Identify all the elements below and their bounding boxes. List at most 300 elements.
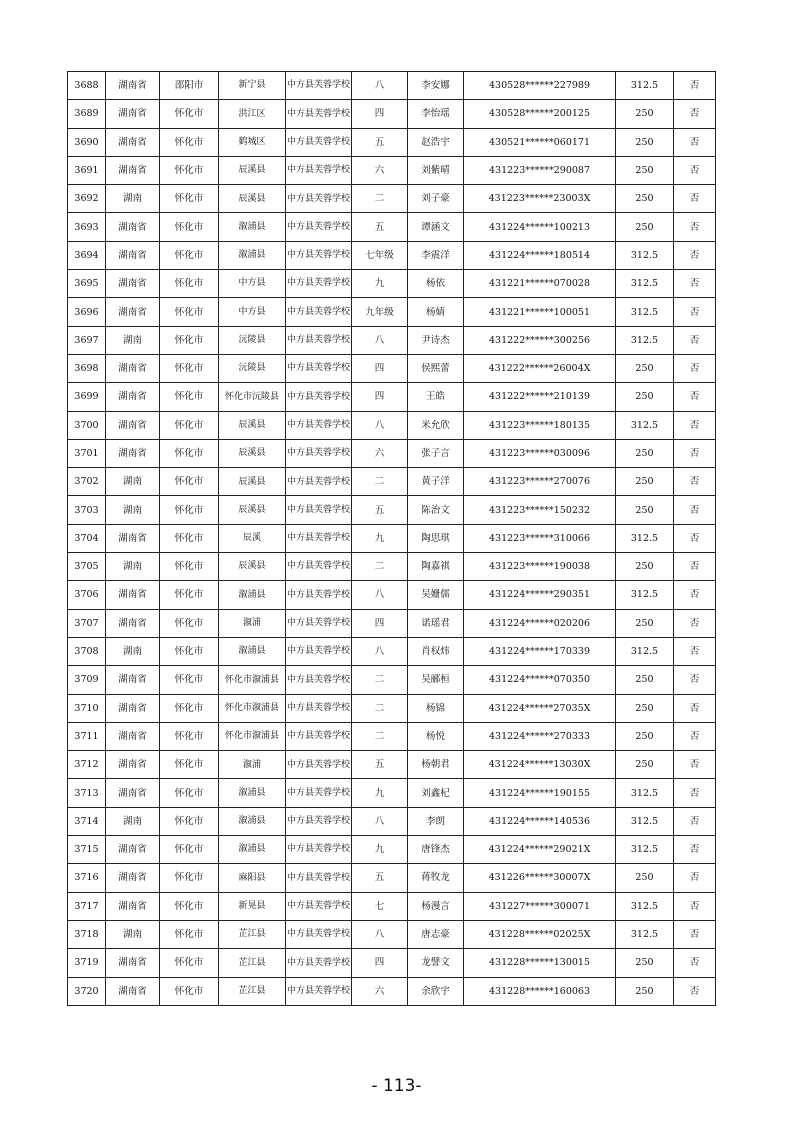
school-cell: 中方县芙蓉学校 (286, 751, 352, 779)
province-cell: 湖南省 (106, 666, 160, 694)
row-index-cell: 3695 (68, 270, 106, 298)
id-number-cell: 431228******160063 (464, 977, 616, 1005)
school-cell: 中方县芙蓉学校 (286, 836, 352, 864)
amount-cell: 312.5 (616, 836, 674, 864)
row-index-cell: 3693 (68, 213, 106, 241)
flag-cell: 否 (674, 383, 716, 411)
province-cell: 湖南省 (106, 383, 160, 411)
amount-cell: 312.5 (616, 326, 674, 354)
grade-cell: 四 (352, 354, 408, 382)
county-cell: 辰溪县 (219, 156, 286, 184)
province-cell: 湖南省 (106, 156, 160, 184)
id-number-cell: 431224******140536 (464, 807, 616, 835)
city-cell: 怀化市 (160, 156, 219, 184)
province-cell: 湖南省 (106, 354, 160, 382)
province-cell: 湖南省 (106, 298, 160, 326)
id-number-cell: 431223******150232 (464, 496, 616, 524)
amount-cell: 250 (616, 864, 674, 892)
city-cell: 怀化市 (160, 864, 219, 892)
city-cell: 怀化市 (160, 298, 219, 326)
student-name-cell: 米允欣 (408, 411, 464, 439)
school-cell: 中方县芙蓉学校 (286, 270, 352, 298)
province-cell: 湖南省 (106, 836, 160, 864)
amount-cell: 250 (616, 100, 674, 128)
id-number-cell: 431222******210139 (464, 383, 616, 411)
grade-cell: 九年级 (352, 298, 408, 326)
id-number-cell: 431228******130015 (464, 949, 616, 977)
student-name-cell: 杨婧 (408, 298, 464, 326)
row-index-cell: 3715 (68, 836, 106, 864)
grade-cell: 八 (352, 581, 408, 609)
amount-cell: 250 (616, 666, 674, 694)
county-cell: 麻阳县 (219, 864, 286, 892)
county-cell: 怀化市沅陵县 (219, 383, 286, 411)
city-cell: 怀化市 (160, 524, 219, 552)
row-index-cell: 3697 (68, 326, 106, 354)
school-cell: 中方县芙蓉学校 (286, 977, 352, 1005)
grade-cell: 九 (352, 836, 408, 864)
province-cell: 湖南省 (106, 72, 160, 100)
row-index-cell: 3704 (68, 524, 106, 552)
row-index-cell: 3700 (68, 411, 106, 439)
student-name-cell: 陈治文 (408, 496, 464, 524)
school-cell: 中方县芙蓉学校 (286, 100, 352, 128)
table-row (68, 836, 716, 864)
province-cell: 湖南省 (106, 949, 160, 977)
flag-cell: 否 (674, 270, 716, 298)
flag-cell: 否 (674, 298, 716, 326)
table-row (68, 722, 716, 750)
province-cell: 湖南 (106, 637, 160, 665)
amount-cell: 312.5 (616, 524, 674, 552)
flag-cell: 否 (674, 326, 716, 354)
row-index-cell: 3706 (68, 581, 106, 609)
county-cell: 辰溪县 (219, 468, 286, 496)
id-number-cell: 430528******200125 (464, 100, 616, 128)
table-row (68, 185, 716, 213)
city-cell: 怀化市 (160, 128, 219, 156)
table-row (68, 920, 716, 948)
county-cell: 沅陵县 (219, 354, 286, 382)
student-name-cell: 李震洋 (408, 241, 464, 269)
city-cell: 怀化市 (160, 751, 219, 779)
province-cell: 湖南省 (106, 751, 160, 779)
student-name-cell: 杨依 (408, 270, 464, 298)
province-cell: 湖南省 (106, 581, 160, 609)
student-name-cell: 唐锋杰 (408, 836, 464, 864)
grade-cell: 九 (352, 524, 408, 552)
row-index-cell: 3689 (68, 100, 106, 128)
row-index-cell: 3690 (68, 128, 106, 156)
city-cell: 怀化市 (160, 411, 219, 439)
row-index-cell: 3705 (68, 553, 106, 581)
amount-cell: 250 (616, 496, 674, 524)
grade-cell: 二 (352, 722, 408, 750)
province-cell: 湖南省 (106, 609, 160, 637)
id-number-cell: 431224******29021X (464, 836, 616, 864)
amount-cell: 250 (616, 185, 674, 213)
province-cell: 湖南省 (106, 892, 160, 920)
school-cell: 中方县芙蓉学校 (286, 213, 352, 241)
amount-cell: 250 (616, 213, 674, 241)
grade-cell: 五 (352, 864, 408, 892)
province-cell: 湖南 (106, 468, 160, 496)
id-number-cell: 431224******13030X (464, 751, 616, 779)
school-cell: 中方县芙蓉学校 (286, 609, 352, 637)
school-cell: 中方县芙蓉学校 (286, 864, 352, 892)
id-number-cell: 431227******300071 (464, 892, 616, 920)
county-cell: 怀化市溆浦县 (219, 722, 286, 750)
grade-cell: 二 (352, 694, 408, 722)
province-cell: 湖南省 (106, 722, 160, 750)
grade-cell: 五 (352, 128, 408, 156)
id-number-cell: 431221******070028 (464, 270, 616, 298)
county-cell: 新晃县 (219, 892, 286, 920)
grade-cell: 七年级 (352, 241, 408, 269)
province-cell: 湖南 (106, 920, 160, 948)
table-row (68, 553, 716, 581)
row-index-cell: 3710 (68, 694, 106, 722)
school-cell: 中方县芙蓉学校 (286, 326, 352, 354)
grade-cell: 二 (352, 185, 408, 213)
amount-cell: 312.5 (616, 637, 674, 665)
flag-cell: 否 (674, 751, 716, 779)
table-row (68, 977, 716, 1005)
county-cell: 新宁县 (219, 72, 286, 100)
id-number-cell: 431224******27035X (464, 694, 616, 722)
county-cell: 溆浦县 (219, 637, 286, 665)
student-name-cell: 王皓 (408, 383, 464, 411)
city-cell: 怀化市 (160, 722, 219, 750)
student-name-cell: 唐志豪 (408, 920, 464, 948)
row-index-cell: 3708 (68, 637, 106, 665)
id-number-cell: 431224******070350 (464, 666, 616, 694)
flag-cell: 否 (674, 836, 716, 864)
id-number-cell: 431224******180514 (464, 241, 616, 269)
student-name-cell: 吴姗儒 (408, 581, 464, 609)
province-cell: 湖南 (106, 553, 160, 581)
amount-cell: 250 (616, 128, 674, 156)
flag-cell: 否 (674, 779, 716, 807)
id-number-cell: 431224******290351 (464, 581, 616, 609)
page-number: - 113- (371, 1076, 422, 1096)
row-index-cell: 3712 (68, 751, 106, 779)
province-cell: 湖南省 (106, 439, 160, 467)
city-cell: 怀化市 (160, 326, 219, 354)
id-number-cell: 430521******060171 (464, 128, 616, 156)
row-index-cell: 3713 (68, 779, 106, 807)
flag-cell: 否 (674, 100, 716, 128)
student-name-cell: 杨锦 (408, 694, 464, 722)
flag-cell: 否 (674, 553, 716, 581)
student-name-cell: 刘子豪 (408, 185, 464, 213)
id-number-cell: 430528******227989 (464, 72, 616, 100)
flag-cell: 否 (674, 920, 716, 948)
county-cell: 中方县 (219, 270, 286, 298)
city-cell: 怀化市 (160, 185, 219, 213)
city-cell: 怀化市 (160, 920, 219, 948)
table-row (68, 779, 716, 807)
school-cell: 中方县芙蓉学校 (286, 637, 352, 665)
grade-cell: 二 (352, 666, 408, 694)
grade-cell: 四 (352, 609, 408, 637)
school-cell: 中方县芙蓉学校 (286, 553, 352, 581)
county-cell: 溆浦县 (219, 213, 286, 241)
id-number-cell: 431228******02025X (464, 920, 616, 948)
city-cell: 怀化市 (160, 354, 219, 382)
row-index-cell: 3691 (68, 156, 106, 184)
province-cell: 湖南 (106, 326, 160, 354)
amount-cell: 312.5 (616, 779, 674, 807)
amount-cell: 250 (616, 722, 674, 750)
school-cell: 中方县芙蓉学校 (286, 354, 352, 382)
grade-cell: 五 (352, 751, 408, 779)
table-row (68, 354, 716, 382)
county-cell: 辰溪 (219, 524, 286, 552)
table-body (68, 72, 716, 1006)
table-row (68, 581, 716, 609)
row-index-cell: 3711 (68, 722, 106, 750)
province-cell: 湖南省 (106, 694, 160, 722)
school-cell: 中方县芙蓉学校 (286, 298, 352, 326)
id-number-cell: 431223******23003X (464, 185, 616, 213)
city-cell: 怀化市 (160, 836, 219, 864)
county-cell: 芷江县 (219, 949, 286, 977)
city-cell: 怀化市 (160, 468, 219, 496)
amount-cell: 312.5 (616, 72, 674, 100)
student-name-cell: 杨悦 (408, 722, 464, 750)
flag-cell: 否 (674, 439, 716, 467)
city-cell: 怀化市 (160, 439, 219, 467)
amount-cell: 250 (616, 694, 674, 722)
student-name-cell: 陶思琪 (408, 524, 464, 552)
flag-cell: 否 (674, 156, 716, 184)
table-row (68, 468, 716, 496)
flag-cell: 否 (674, 892, 716, 920)
city-cell: 怀化市 (160, 949, 219, 977)
table-row (68, 411, 716, 439)
grade-cell: 八 (352, 807, 408, 835)
county-cell: 怀化市溆浦县 (219, 666, 286, 694)
student-name-cell: 谭涵文 (408, 213, 464, 241)
row-index-cell: 3702 (68, 468, 106, 496)
amount-cell: 312.5 (616, 241, 674, 269)
school-cell: 中方县芙蓉学校 (286, 468, 352, 496)
grade-cell: 八 (352, 411, 408, 439)
county-cell: 辰溪县 (219, 553, 286, 581)
city-cell: 怀化市 (160, 213, 219, 241)
grade-cell: 二 (352, 468, 408, 496)
table-row (68, 666, 716, 694)
table-row (68, 156, 716, 184)
id-number-cell: 431226******30007X (464, 864, 616, 892)
grade-cell: 九 (352, 270, 408, 298)
amount-cell: 312.5 (616, 270, 674, 298)
grade-cell: 八 (352, 920, 408, 948)
student-name-cell: 吴郦桓 (408, 666, 464, 694)
id-number-cell: 431224******100213 (464, 213, 616, 241)
county-cell: 芷江县 (219, 977, 286, 1005)
amount-cell: 312.5 (616, 298, 674, 326)
county-cell: 溆浦县 (219, 836, 286, 864)
table-row (68, 694, 716, 722)
table-row (68, 383, 716, 411)
table-row (68, 807, 716, 835)
student-name-cell: 刘鑫杞 (408, 779, 464, 807)
table-row (68, 326, 716, 354)
amount-cell: 250 (616, 977, 674, 1005)
student-name-cell: 杨朝君 (408, 751, 464, 779)
grade-cell: 六 (352, 439, 408, 467)
row-index-cell: 3709 (68, 666, 106, 694)
id-number-cell: 431223******030096 (464, 439, 616, 467)
row-index-cell: 3692 (68, 185, 106, 213)
table-row (68, 892, 716, 920)
county-cell: 溆浦县 (219, 779, 286, 807)
table-row (68, 298, 716, 326)
grade-cell: 五 (352, 213, 408, 241)
grade-cell: 八 (352, 72, 408, 100)
county-cell: 辰溪县 (219, 411, 286, 439)
school-cell: 中方县芙蓉学校 (286, 439, 352, 467)
province-cell: 湖南省 (106, 100, 160, 128)
student-name-cell: 杨漫言 (408, 892, 464, 920)
county-cell: 怀化市溆浦县 (219, 694, 286, 722)
row-index-cell: 3717 (68, 892, 106, 920)
amount-cell: 250 (616, 553, 674, 581)
school-cell: 中方县芙蓉学校 (286, 694, 352, 722)
flag-cell: 否 (674, 637, 716, 665)
school-cell: 中方县芙蓉学校 (286, 524, 352, 552)
row-index-cell: 3698 (68, 354, 106, 382)
amount-cell: 312.5 (616, 581, 674, 609)
school-cell: 中方县芙蓉学校 (286, 807, 352, 835)
province-cell: 湖南省 (106, 128, 160, 156)
school-cell: 中方县芙蓉学校 (286, 496, 352, 524)
table-row (68, 524, 716, 552)
student-name-cell: 肖权炜 (408, 637, 464, 665)
province-cell: 湖南省 (106, 270, 160, 298)
id-number-cell: 431224******020206 (464, 609, 616, 637)
flag-cell: 否 (674, 411, 716, 439)
table-row (68, 128, 716, 156)
flag-cell: 否 (674, 694, 716, 722)
flag-cell: 否 (674, 72, 716, 100)
table-row (68, 496, 716, 524)
row-index-cell: 3688 (68, 72, 106, 100)
city-cell: 怀化市 (160, 383, 219, 411)
student-name-cell: 侯熙蕾 (408, 354, 464, 382)
row-index-cell: 3694 (68, 241, 106, 269)
table-row (68, 100, 716, 128)
city-cell: 怀化市 (160, 807, 219, 835)
row-index-cell: 3701 (68, 439, 106, 467)
county-cell: 鹤城区 (219, 128, 286, 156)
row-index-cell: 3716 (68, 864, 106, 892)
province-cell: 湖南 (106, 185, 160, 213)
grade-cell: 二 (352, 553, 408, 581)
city-cell: 怀化市 (160, 553, 219, 581)
county-cell: 芷江县 (219, 920, 286, 948)
city-cell: 怀化市 (160, 666, 219, 694)
grade-cell: 八 (352, 326, 408, 354)
row-index-cell: 3720 (68, 977, 106, 1005)
city-cell: 怀化市 (160, 609, 219, 637)
county-cell: 辰溪县 (219, 185, 286, 213)
flag-cell: 否 (674, 977, 716, 1005)
amount-cell: 312.5 (616, 807, 674, 835)
student-subsidy-table (67, 71, 716, 1006)
id-number-cell: 431223******290087 (464, 156, 616, 184)
county-cell: 洪江区 (219, 100, 286, 128)
province-cell: 湖南 (106, 496, 160, 524)
table-row (68, 609, 716, 637)
county-cell: 辰溪县 (219, 496, 286, 524)
row-index-cell: 3714 (68, 807, 106, 835)
grade-cell: 六 (352, 156, 408, 184)
id-number-cell: 431223******190038 (464, 553, 616, 581)
id-number-cell: 431222******26004X (464, 354, 616, 382)
table-row (68, 439, 716, 467)
county-cell: 溆浦 (219, 609, 286, 637)
amount-cell: 250 (616, 609, 674, 637)
flag-cell: 否 (674, 609, 716, 637)
amount-cell: 250 (616, 354, 674, 382)
grade-cell: 九 (352, 779, 408, 807)
city-cell: 怀化市 (160, 694, 219, 722)
school-cell: 中方县芙蓉学校 (286, 72, 352, 100)
flag-cell: 否 (674, 807, 716, 835)
flag-cell: 否 (674, 468, 716, 496)
row-index-cell: 3718 (68, 920, 106, 948)
student-name-cell: 李安娜 (408, 72, 464, 100)
id-number-cell: 431224******190155 (464, 779, 616, 807)
school-cell: 中方县芙蓉学校 (286, 156, 352, 184)
grade-cell: 四 (352, 100, 408, 128)
amount-cell: 250 (616, 751, 674, 779)
county-cell: 沅陵县 (219, 326, 286, 354)
grade-cell: 六 (352, 977, 408, 1005)
student-name-cell: 张子言 (408, 439, 464, 467)
school-cell: 中方县芙蓉学校 (286, 241, 352, 269)
school-cell: 中方县芙蓉学校 (286, 411, 352, 439)
flag-cell: 否 (674, 241, 716, 269)
county-cell: 溆浦县 (219, 581, 286, 609)
grade-cell: 五 (352, 496, 408, 524)
grade-cell: 四 (352, 949, 408, 977)
city-cell: 怀化市 (160, 581, 219, 609)
student-name-cell: 陶嘉祺 (408, 553, 464, 581)
flag-cell: 否 (674, 128, 716, 156)
flag-cell: 否 (674, 496, 716, 524)
amount-cell: 250 (616, 468, 674, 496)
row-index-cell: 3703 (68, 496, 106, 524)
table-row (68, 864, 716, 892)
student-name-cell: 刘紫晴 (408, 156, 464, 184)
city-cell: 怀化市 (160, 779, 219, 807)
flag-cell: 否 (674, 524, 716, 552)
city-cell: 怀化市 (160, 977, 219, 1005)
table-row (68, 241, 716, 269)
school-cell: 中方县芙蓉学校 (286, 892, 352, 920)
id-number-cell: 431224******170339 (464, 637, 616, 665)
school-cell: 中方县芙蓉学校 (286, 128, 352, 156)
row-index-cell: 3707 (68, 609, 106, 637)
city-cell: 怀化市 (160, 241, 219, 269)
student-name-cell: 诺瑶君 (408, 609, 464, 637)
id-number-cell: 431224******270333 (464, 722, 616, 750)
school-cell: 中方县芙蓉学校 (286, 722, 352, 750)
